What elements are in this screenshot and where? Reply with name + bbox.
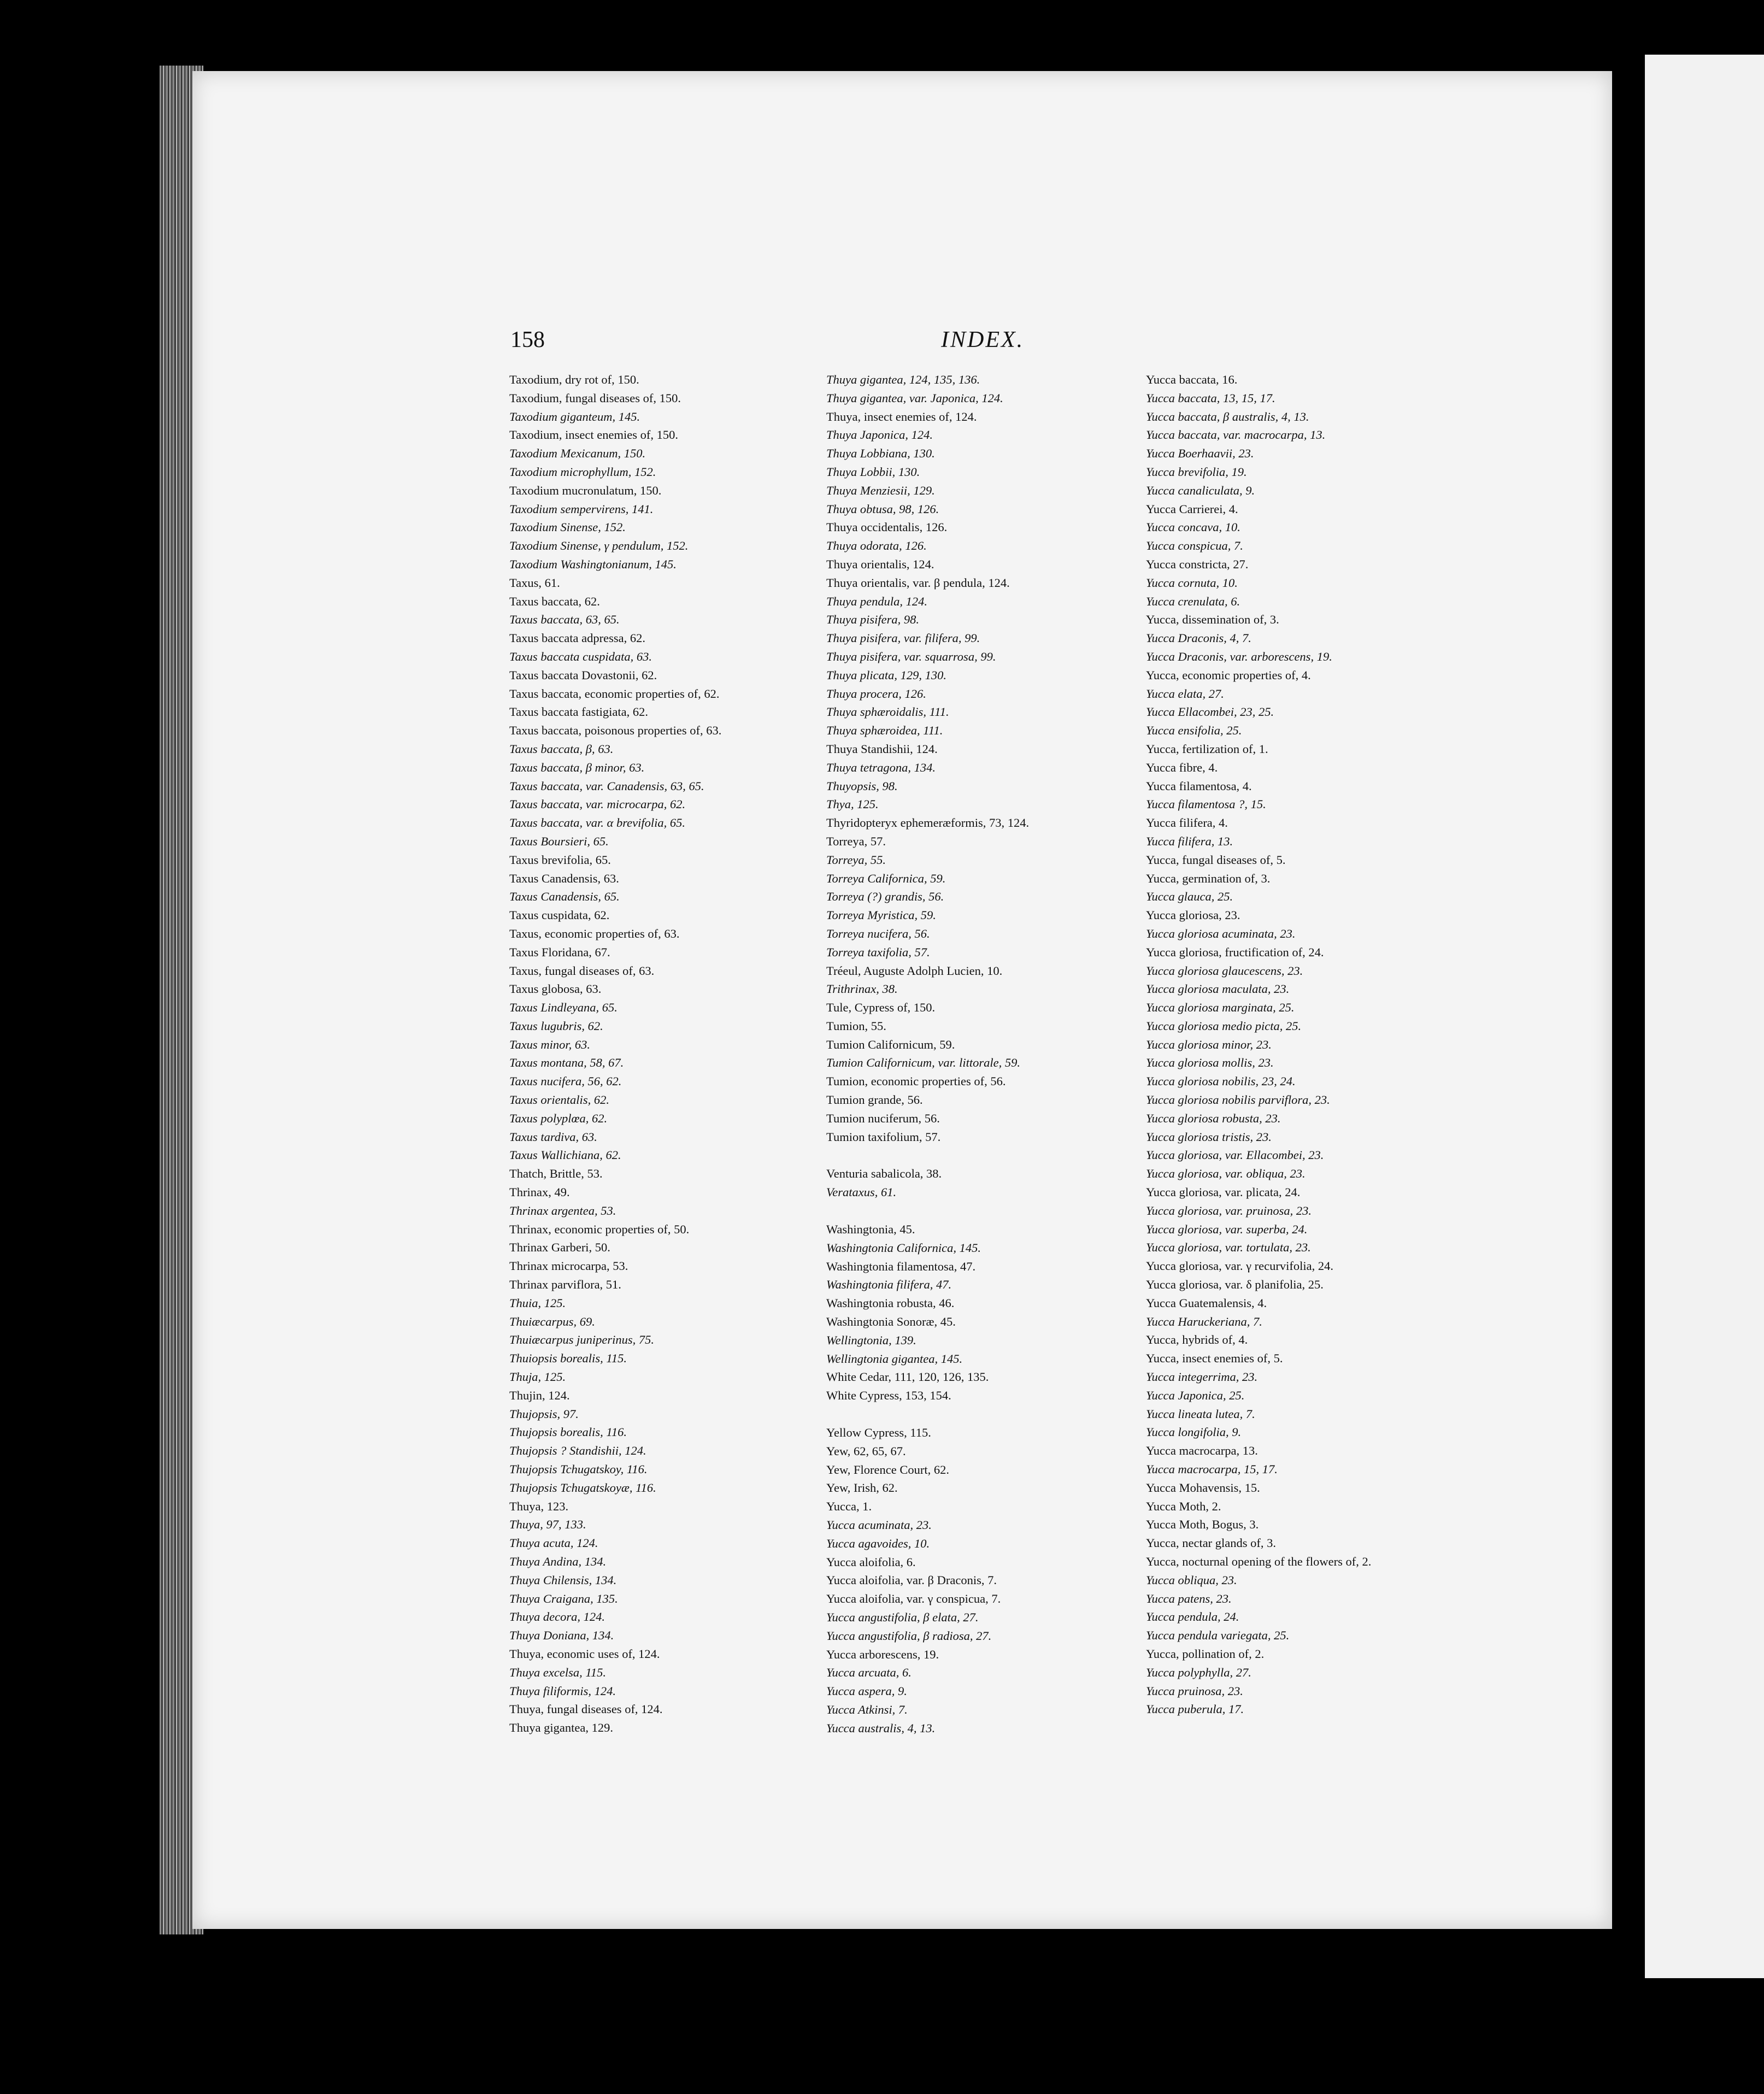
index-entry: Thuya orientalis, var. β pendula, 124. [826, 575, 1010, 590]
index-entry: Yellow Cypress, 115. [826, 1426, 931, 1440]
index-entry: Yucca canaliculata, 9. [1146, 483, 1255, 497]
index-entry: Yucca brevifolia, 19. [1146, 464, 1247, 479]
running-head: INDEX. [941, 327, 1025, 352]
index-entry: Tumion nuciferum, 56. [826, 1111, 940, 1125]
index-entry: Wellingtonia, 139. [826, 1333, 916, 1347]
index-entry: Thuya gigantea, 129. [509, 1721, 613, 1735]
index-entry: Yucca pendula variegata, 25. [1146, 1628, 1290, 1643]
index-entry: Thuya odorata, 126. [826, 539, 927, 553]
index-entry: Taxus Canadensis, 65. [509, 890, 620, 904]
index-entry: Thujopsis Tchugatskoy, 116. [509, 1462, 648, 1477]
index-entry: Yucca, nectar glands of, 3. [1146, 1536, 1277, 1550]
index-entry: Taxus baccata, poisonous properties of, 63. [509, 724, 722, 738]
index-entry: Thrinax, economic properties of, 50. [509, 1222, 690, 1236]
index-entry: Thuya filiformis, 124. [509, 1684, 616, 1698]
index-entry: Washingtonia Californica, 145. [826, 1240, 981, 1255]
index-entry: Yucca gloriosa nobilis, 23, 24. [1146, 1074, 1296, 1089]
index-entry: Tumion Californicum, var. littorale, 59. [826, 1056, 1021, 1070]
index-entry: Yew, Irish, 62. [826, 1481, 898, 1495]
index-entry: Yucca gloriosa, var. Ellacombei, 23. [1146, 1148, 1324, 1162]
index-entry: Yucca Draconis, 4, 7. [1146, 631, 1251, 645]
index-entry: Yucca gloriosa, 23. [1146, 908, 1240, 922]
index-entry: Yucca filifera, 13. [1146, 834, 1233, 848]
index-entry: Taxus orientalis, 62. [509, 1093, 609, 1107]
index-column-3 [1146, 370, 1507, 1719]
index-entry: Thuiæcarpus juniperinus, 75. [509, 1333, 655, 1347]
index-entry: Yucca gloriosa, var. δ planifolia, 25. [1146, 1278, 1324, 1292]
index-entry: Taxus baccata Dovastonii, 62. [509, 668, 657, 682]
index-entry: Thujin, 124. [509, 1388, 570, 1402]
index-entry: Yucca polyphylla, 27. [1146, 1665, 1251, 1679]
index-entry: White Cypress, 153, 154. [826, 1389, 951, 1403]
index-entry: Thuya gigantea, 124, 135, 136. [826, 373, 980, 386]
index-entry: Taxus baccata, β, 63. [509, 742, 614, 756]
index-entry: Yucca gloriosa robusta, 23. [1146, 1111, 1281, 1125]
index-entry: Taxodium sempervirens, 141. [509, 502, 654, 516]
index-entry: Thuya obtusa, 98, 126. [826, 502, 939, 516]
index-entry: Yucca baccata, var. macrocarpa, 13. [1146, 428, 1326, 442]
index-entry: Thuiæcarpus, 69. [509, 1314, 595, 1328]
index-entry: Yucca, dissemination of, 3. [1146, 613, 1279, 627]
index-entry: Thuya Doniana, 134. [509, 1628, 614, 1643]
index-entry: Yucca, nocturnal opening of the flowers of, 2. [1146, 1555, 1372, 1568]
index-entry: Thuya, 97, 133. [509, 1517, 586, 1532]
index-entry: Yucca angustifolia, β radiosa, 27. [826, 1628, 992, 1643]
index-entry: Thuya Lobbiana, 130. [826, 446, 935, 461]
section-gap [826, 1146, 1154, 1164]
index-entry: Wellingtonia gigantea, 145. [826, 1351, 963, 1366]
index-entry: Taxus baccata fastigiata, 62. [509, 705, 648, 719]
index-entry: Yucca baccata, 13, 15, 17. [1146, 391, 1275, 405]
index-entry: Thya, 125. [826, 797, 879, 811]
index-entry: Thrinax parviflora, 51. [509, 1278, 621, 1292]
index-entry: Yucca gloriosa, var. superba, 24. [1146, 1222, 1308, 1236]
index-entry: Thuya, fungal diseases of, 124. [509, 1702, 663, 1716]
index-entry: Yucca gloriosa marginata, 25. [1146, 1001, 1295, 1015]
index-entry: Thuya, insect enemies of, 124. [826, 409, 977, 423]
index-entry: Thuya orientalis, 124. [826, 557, 934, 571]
index-entry: Taxus baccata, 62. [509, 594, 600, 608]
index-entry: Yucca Ellacombei, 23, 25. [1146, 705, 1274, 719]
index-entry: Yucca acuminata, 23. [826, 1518, 932, 1532]
index-entry: Yucca Carrierei, 4. [1146, 502, 1238, 516]
index-entry: Thuja, 125. [509, 1370, 566, 1384]
index-entry: Yucca pendula, 24. [1146, 1610, 1239, 1624]
index-entry: Taxodium, insect enemies of, 150. [509, 428, 678, 442]
index-entry: Yucca, pollination of, 2. [1146, 1646, 1265, 1661]
index-entry: Washingtonia, 45. [826, 1222, 915, 1237]
index-entry: Yucca arcuata, 6. [826, 1666, 912, 1680]
index-entry: Yucca Draconis, var. arborescens, 19. [1146, 649, 1332, 663]
index-entry: Yucca crenulata, 6. [1146, 594, 1240, 608]
index-entry: Yucca gloriosa nobilis parviflora, 23. [1146, 1093, 1330, 1107]
index-entry: Taxodium, dry rot of, 150. [509, 373, 639, 386]
index-entry: Torreya, 55. [826, 852, 886, 867]
index-entry: Taxodium Washingtonianum, 145. [509, 557, 677, 571]
index-entry: Thujopsis Tchugatskoyæ, 116. [509, 1480, 656, 1495]
index-entry: Taxus baccata cuspidata, 63. [509, 649, 652, 663]
index-entry: Thuya pendula, 124. [826, 594, 927, 608]
section-gap [826, 1202, 1154, 1220]
index-entry: Yucca, hybrids of, 4. [1146, 1333, 1248, 1347]
index-entry: Yucca, fungal diseases of, 5. [1146, 852, 1286, 867]
index-entry: Thuya sphæroidalis, 111. [826, 705, 949, 719]
index-entry: Thuya Craigana, 135. [509, 1591, 618, 1605]
index-entry: Yucca puberula, 17. [1146, 1702, 1244, 1716]
index-entry: Yucca Moth, 2. [1146, 1499, 1221, 1513]
index-entry: Yew, 62, 65, 67. [826, 1444, 906, 1458]
index-entry: Taxus brevifolia, 65. [509, 852, 611, 867]
index-entry: Yucca gloriosa, var. plicata, 24. [1146, 1185, 1301, 1199]
index-entry: Yucca baccata, 16. [1146, 373, 1238, 386]
index-entry: Thyridopteryx ephemeræformis, 73, 124. [826, 816, 1030, 830]
index-entry: Thuya Chilensis, 134. [509, 1573, 617, 1587]
index-entry: Yucca Japonica, 25. [1146, 1388, 1245, 1402]
index-entry: Thuiopsis borealis, 115. [509, 1351, 627, 1366]
index-entry: Tumion, economic properties of, 56. [826, 1074, 1006, 1089]
index-entry: Tumion, 55. [826, 1019, 886, 1033]
index-entry: Yucca Boerhaavii, 23. [1146, 446, 1254, 461]
index-entry: Yucca aloifolia, var. β Draconis, 7. [826, 1573, 997, 1587]
index-entry: Thuya Lobbii, 130. [826, 464, 920, 479]
index-entry: Thuya sphæroidea, 111. [826, 724, 943, 738]
index-entry: Venturia sabalicola, 38. [826, 1167, 942, 1181]
adjacent-page-edge [1645, 55, 1764, 1978]
index-entry: Thujopsis, 97. [509, 1407, 579, 1421]
index-entry: Yucca constricta, 27. [1146, 557, 1249, 571]
index-entry: Taxus Floridana, 67. [509, 945, 610, 959]
index-entry: Taxus Canadensis, 63. [509, 871, 619, 885]
index-entry: Yucca gloriosa, var. pruinosa, 23. [1146, 1203, 1312, 1217]
index-entry: Taxodium giganteum, 145. [509, 409, 640, 423]
index-entry: Torreya Californica, 59. [826, 871, 946, 885]
index-entry: Yucca gloriosa, fructification of, 24. [1146, 945, 1324, 959]
index-entry: Thuya plicata, 129, 130. [826, 668, 946, 682]
index-entry: White Cedar, 111, 120, 126, 135. [826, 1370, 989, 1384]
index-entry: Yucca Guatemalensis, 4. [1146, 1296, 1267, 1310]
index-entry: Taxus baccata, economic properties of, 62. [509, 686, 720, 701]
index-entry: Yucca angustifolia, β elata, 27. [826, 1610, 979, 1624]
index-entry: Tumion grande, 56. [826, 1093, 923, 1107]
index-entry: Thuya gigantea, var. Japonica, 124. [826, 391, 1003, 405]
index-entry: Yucca, germination of, 3. [1146, 871, 1271, 885]
index-entry: Taxus nucifera, 56, 62. [509, 1074, 622, 1089]
index-entry: Verataxus, 61. [826, 1185, 897, 1199]
index-entry: Taxus cuspidata, 62. [509, 908, 610, 922]
index-entry: Yucca lineata lutea, 7. [1146, 1407, 1255, 1421]
index-entry: Taxodium, fungal diseases of, 150. [509, 391, 681, 405]
index-entry: Thuya Andina, 134. [509, 1555, 607, 1568]
index-entry: Yucca Mohavensis, 15. [1146, 1480, 1260, 1495]
index-entry: Taxus minor, 63. [509, 1037, 590, 1051]
index-entry: Taxus, fungal diseases of, 63. [509, 963, 655, 978]
index-entry: Thuya decora, 124. [509, 1610, 605, 1624]
index-entry: Thuya excelsa, 115. [509, 1665, 607, 1679]
index-entry: Taxodium Mexicanum, 150. [509, 446, 646, 461]
index-entry: Thatch, Brittle, 53. [509, 1167, 603, 1181]
index-entry: Yucca conspicua, 7. [1146, 539, 1243, 553]
index-entry: Taxodium microphyllum, 152. [509, 464, 656, 479]
index-entry: Thuya, economic uses of, 124. [509, 1646, 660, 1661]
index-entry: Taxus baccata, var. α brevifolia, 65. [509, 816, 685, 830]
index-entry: Yucca baccata, β australis, 4, 13. [1146, 409, 1309, 423]
index-entry: Tumion Californicum, 59. [826, 1037, 955, 1051]
index-entry: Yucca macrocarpa, 15, 17. [1146, 1462, 1278, 1477]
index-entry: Yucca longifolia, 9. [1146, 1425, 1242, 1439]
index-entry: Thuya Standishii, 124. [826, 742, 938, 756]
index-entry: Thuya procera, 126. [826, 686, 926, 701]
index-entry: Yucca gloriosa, var. γ recurvifolia, 24. [1146, 1259, 1333, 1273]
index-entry: Taxus Wallichiana, 62. [509, 1148, 621, 1162]
index-entry: Thuya occidentalis, 126. [826, 520, 948, 534]
index-entry: Yucca gloriosa, var. obliqua, 23. [1146, 1167, 1306, 1181]
index-entry: Taxus polyplœa, 62. [509, 1111, 608, 1125]
index-entry: Yucca gloriosa medio picta, 25. [1146, 1019, 1302, 1033]
index-entry: Thuya pisifera, 98. [826, 613, 920, 627]
index-entry: Thuia, 125. [509, 1296, 566, 1310]
index-entry: Thuya acuta, 124. [509, 1536, 598, 1550]
index-entry: Taxus Lindleyana, 65. [509, 1001, 618, 1015]
index-entry: Tule, Cypress of, 150. [826, 1001, 936, 1015]
index-entry: Thujopsis borealis, 116. [509, 1425, 627, 1439]
index-column-2 [826, 370, 1154, 1738]
index-entry: Yucca gloriosa glaucescens, 23. [1146, 963, 1303, 978]
index-entry: Yucca gloriosa minor, 23. [1146, 1037, 1272, 1051]
index-entry: Thujopsis ? Standishii, 124. [509, 1444, 646, 1458]
index-entry: Yucca australis, 4, 13. [826, 1721, 936, 1735]
index-entry: Yucca filamentosa, 4. [1146, 779, 1252, 793]
index-entry: Torreya (?) grandis, 56. [826, 890, 944, 904]
index-entry: Taxus baccata, var. microcarpa, 62. [509, 797, 686, 811]
index-entry: Torreya nucifera, 56. [826, 926, 930, 940]
index-entry: Yucca gloriosa, var. tortulata, 23. [1146, 1240, 1311, 1255]
index-entry: Torreya, 57. [826, 834, 886, 848]
index-entry: Yucca Atkinsi, 7. [826, 1702, 908, 1716]
index-entry: Yucca obliqua, 23. [1146, 1573, 1237, 1587]
index-entry: Tréeul, Auguste Adolph Lucien, 10. [826, 963, 1003, 978]
index-entry: Thuya Japonica, 124. [826, 428, 933, 442]
index-entry: Yucca pruinosa, 23. [1146, 1684, 1243, 1698]
index-entry: Yucca, insect enemies of, 5. [1146, 1351, 1283, 1366]
index-entry: Taxus Boursieri, 65. [509, 834, 609, 848]
index-entry: Taxodium mucronulatum, 150. [509, 483, 662, 497]
index-entry: Washingtonia filamentosa, 47. [826, 1259, 976, 1273]
index-entry: Yucca, 1. [826, 1499, 872, 1514]
index-entry: Tumion taxifolium, 57. [826, 1130, 941, 1144]
index-entry: Yucca fibre, 4. [1146, 760, 1218, 774]
index-entry: Yucca concava, 10. [1146, 520, 1240, 534]
index-entry: Taxus baccata, var. Canadensis, 63, 65. [509, 779, 704, 793]
index-entry: Taxus montana, 58, 67. [509, 1056, 624, 1070]
index-entry: Taxus, 61. [509, 575, 560, 590]
index-entry: Yucca macrocarpa, 13. [1146, 1444, 1258, 1458]
index-entry: Yucca agavoides, 10. [826, 1536, 930, 1550]
index-entry: Yucca glauca, 25. [1146, 890, 1233, 904]
book-page [192, 71, 1612, 1929]
index-entry: Torreya taxifolia, 57. [826, 945, 930, 959]
index-entry: Yucca, economic properties of, 4. [1146, 668, 1311, 682]
index-entry: Taxodium Sinense, 152. [509, 520, 626, 534]
index-entry: Yucca cornuta, 10. [1146, 575, 1238, 590]
index-entry: Taxus baccata adpressa, 62. [509, 631, 645, 645]
index-entry: Taxus, economic properties of, 63. [509, 926, 680, 940]
index-entry: Yucca aloifolia, var. γ conspicua, 7. [826, 1592, 1001, 1606]
index-entry: Thuya, 123. [509, 1499, 569, 1513]
index-entry: Yucca integerrima, 23. [1146, 1370, 1258, 1384]
index-entry: Washingtonia robusta, 46. [826, 1296, 955, 1310]
index-entry: Yucca Moth, Bogus, 3. [1146, 1517, 1259, 1532]
index-entry: Washingtonia filifera, 47. [826, 1278, 952, 1292]
index-entry: Thrinax argentea, 53. [509, 1203, 616, 1217]
index-entry: Yucca aloifolia, 6. [826, 1555, 916, 1569]
index-entry: Taxus baccata, 63, 65. [509, 613, 620, 627]
index-entry: Yew, Florence Court, 62. [826, 1462, 949, 1477]
index-entry: Thuya pisifera, var. squarrosa, 99. [826, 649, 996, 663]
index-column-1 [509, 370, 837, 1737]
index-entry: Thrinax, 49. [509, 1185, 570, 1199]
page-header [192, 327, 1612, 360]
index-entry: Taxodium Sinense, γ pendulum, 152. [509, 539, 689, 553]
index-entry: Thrinax Garberi, 50. [509, 1240, 610, 1255]
index-entry: Yucca gloriosa tristis, 23. [1146, 1130, 1272, 1144]
index-entry: Thuya pisifera, var. filifera, 99. [826, 631, 980, 645]
index-entry: Thuya Menziesii, 129. [826, 483, 935, 497]
index-entry: Yucca gloriosa acuminata, 23. [1146, 926, 1296, 940]
index-entry: Thuyopsis, 98. [826, 779, 898, 793]
section-gap [826, 1405, 1154, 1424]
index-entry: Yucca gloriosa maculata, 23. [1146, 982, 1290, 996]
index-entry: Taxus globosa, 63. [509, 982, 602, 996]
index-entry: Yucca filamentosa ?, 15. [1146, 797, 1266, 811]
index-entry: Yucca Haruckeriana, 7. [1146, 1314, 1262, 1328]
index-entry: Taxus tardiva, 63. [509, 1130, 597, 1144]
index-entry: Yucca gloriosa mollis, 23. [1146, 1056, 1274, 1070]
index-entry: Trithrinax, 38. [826, 982, 898, 996]
index-entry: Yucca patens, 23. [1146, 1591, 1232, 1605]
page-number: 158 [510, 327, 545, 352]
index-entry: Yucca filifera, 4. [1146, 816, 1228, 830]
index-entry: Thrinax microcarpa, 53. [509, 1259, 628, 1273]
index-entry: Washingtonia Sonoræ, 45. [826, 1315, 956, 1329]
index-entry: Torreya Myristica, 59. [826, 908, 936, 922]
index-entry: Taxus baccata, β minor, 63. [509, 760, 645, 774]
index-entry: Thuya tetragona, 134. [826, 760, 936, 774]
index-entry: Taxus lugubris, 62. [509, 1019, 603, 1033]
index-entry: Yucca, fertilization of, 1. [1146, 742, 1268, 756]
index-entry: Yucca ensifolia, 25. [1146, 724, 1242, 738]
index-entry: Yucca arborescens, 19. [826, 1647, 939, 1661]
index-entry: Yucca elata, 27. [1146, 686, 1224, 701]
index-entry: Yucca aspera, 9. [826, 1684, 907, 1698]
